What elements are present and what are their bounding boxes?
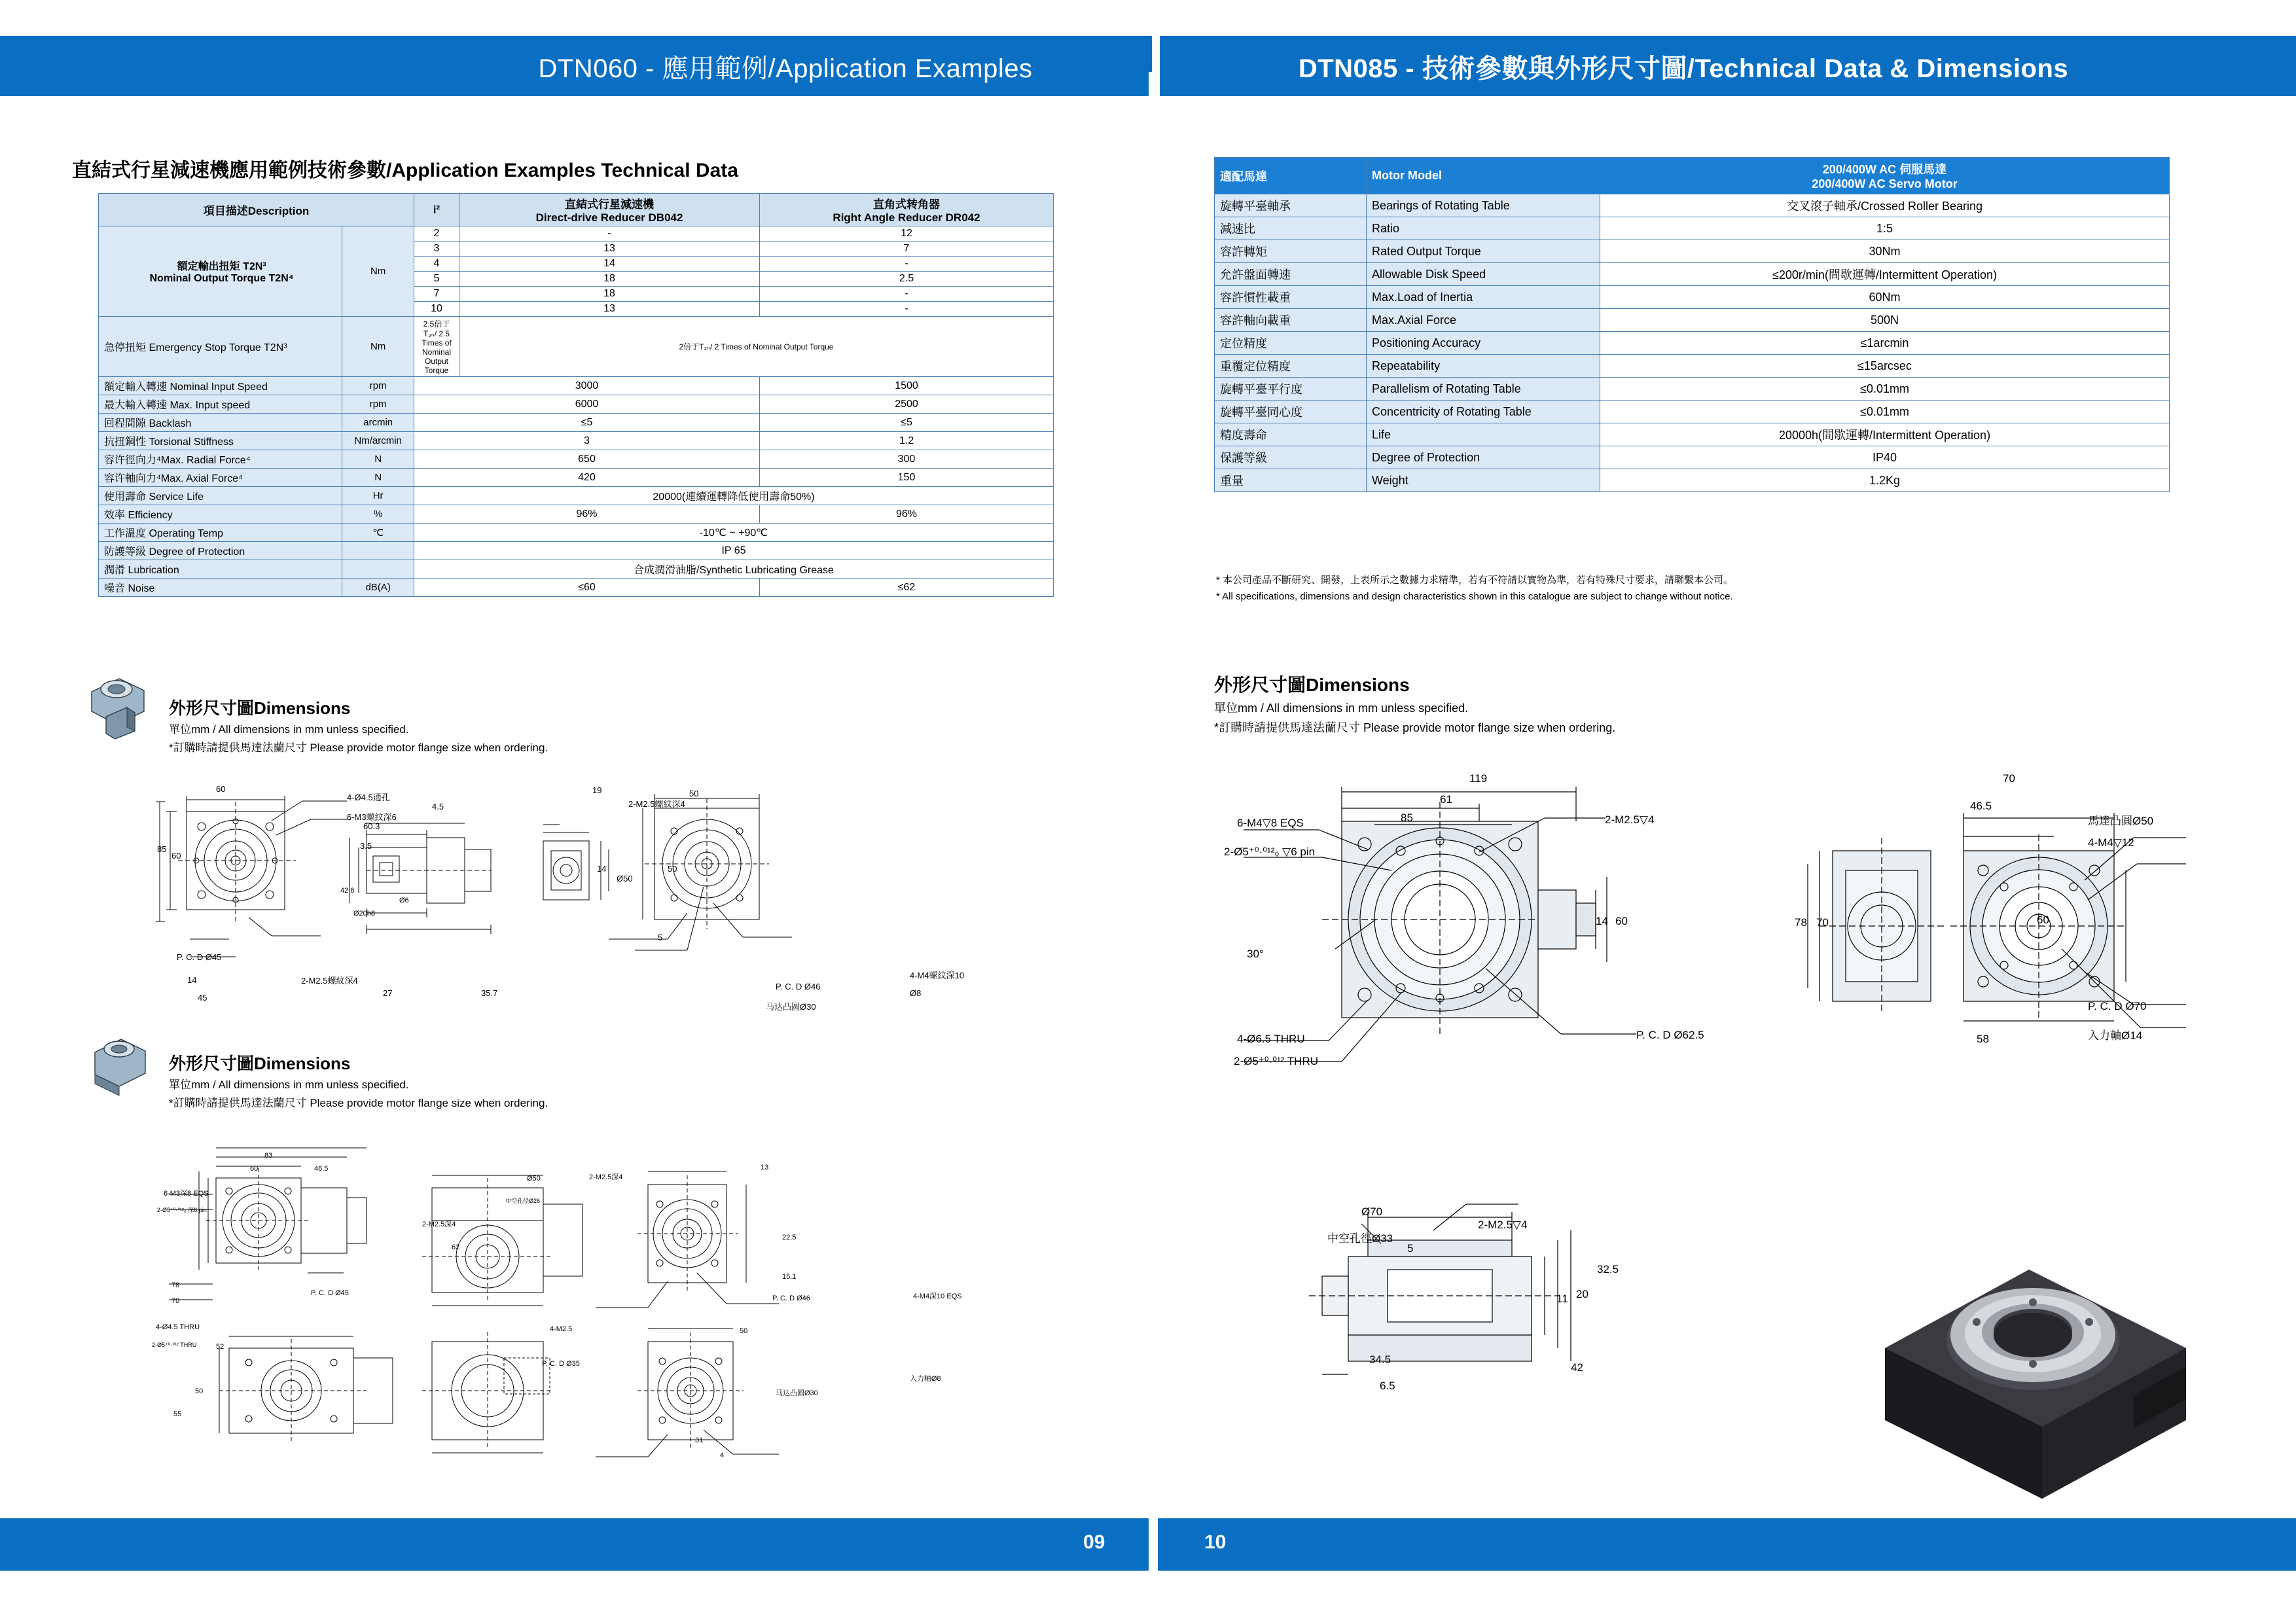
row-dr-0: 2倍于T₂ₙ/ 2 Times of Nominal Output Torque bbox=[459, 317, 1054, 377]
spec-cn-6: 定位精度 bbox=[1215, 332, 1367, 355]
torque-dr-4: - bbox=[760, 287, 1054, 302]
torque-dr-3: 2.5 bbox=[760, 272, 1054, 287]
right-dim-title: 外形尺寸圖Dimensions bbox=[1214, 675, 1410, 695]
header-divider bbox=[1149, 72, 1155, 132]
table-row bbox=[99, 377, 1054, 395]
page-footer bbox=[0, 1518, 2296, 1571]
spec-val-7: ≤15arcsec bbox=[1600, 355, 2170, 378]
dim-note-1a: 單位mm / All dimensions in mm unless specified. bbox=[169, 723, 409, 736]
spec-en-7: Repeatability bbox=[1367, 355, 1600, 378]
row-label-1: 額定輸入轉速 Nominal Input Speed bbox=[99, 377, 342, 395]
technical-data-table bbox=[1214, 157, 2170, 492]
row-label-3: 回程間隙 Backlash bbox=[99, 414, 342, 432]
row-dr-8: 96% bbox=[760, 505, 1054, 524]
spec-cn-9: 旋轉平臺同心度 bbox=[1215, 401, 1367, 423]
spec-en-12: Weight bbox=[1367, 469, 1600, 492]
spec-en-10: Life bbox=[1367, 423, 1600, 446]
torque-unit: Nm bbox=[342, 226, 414, 317]
spec-val-10: 20000h(間歇運轉/Intermittent Operation) bbox=[1600, 423, 2170, 446]
row-dr-6: 150 bbox=[760, 469, 1054, 487]
spec-row bbox=[1215, 446, 2170, 469]
row-unit-3: arcmin bbox=[342, 414, 414, 432]
header-left bbox=[419, 36, 1152, 96]
dim-title-1: 外形尺寸圖Dimensions bbox=[169, 698, 351, 718]
spec-cn-7: 重覆定位精度 bbox=[1215, 355, 1367, 378]
left-section-title: 直結式行星減速機應用範例技術參數/Application Examples Technical Data bbox=[72, 160, 738, 181]
header-right-title-en: Technical Data & Dimensions bbox=[1695, 54, 2069, 83]
row-unit-6: N bbox=[342, 469, 414, 487]
row-dr-1: 1500 bbox=[760, 377, 1054, 395]
torque-db-2: 14 bbox=[459, 257, 760, 272]
torque-label-cn: 額定輸出扭矩 T2N³ bbox=[177, 261, 266, 272]
torque-dr-1: 7 bbox=[760, 241, 1054, 257]
spec-cn-11: 保護等級 bbox=[1215, 446, 1367, 469]
dim-note-2b: *訂購時請提供馬達法蘭尺寸 Please provide motor flange size when ordering. bbox=[169, 1097, 548, 1109]
spec-en-0: Bearings of Rotating Table bbox=[1367, 194, 1600, 217]
right-dim-note-a: 單位mm / All dimensions in mm unless specified. bbox=[1214, 702, 1469, 715]
torque-i-0: 2 bbox=[414, 226, 459, 241]
torque-i-3: 5 bbox=[414, 272, 459, 287]
torque-db-3: 18 bbox=[459, 272, 760, 287]
row-db-1: 3000 bbox=[414, 377, 760, 395]
row-unit-0: Nm bbox=[342, 317, 414, 377]
dimension-drawing-dr042 bbox=[151, 1132, 1034, 1486]
spec-row bbox=[1215, 378, 2170, 401]
spec-en-6: Positioning Accuracy bbox=[1367, 332, 1600, 355]
product-thumbnail-dr042 bbox=[79, 1027, 157, 1099]
table-row bbox=[99, 505, 1054, 524]
row-db-2: 6000 bbox=[414, 395, 760, 414]
spec-model-en: 200/400W AC Servo Motor bbox=[1812, 177, 1958, 190]
spec-note-en: * All specifications, dimensions and design characteristics shown in this catalogue are subject to change without notice. bbox=[1216, 591, 1733, 602]
dim-title-2: 外形尺寸圖Dimensions bbox=[169, 1054, 351, 1073]
torque-dr-0: 12 bbox=[760, 226, 1054, 241]
torque-db-1: 13 bbox=[459, 241, 760, 257]
table-row bbox=[99, 226, 1054, 241]
dim-note-1b: *訂購時請提供馬達法蘭尺寸 Please provide motor flange size when ordering. bbox=[169, 741, 548, 754]
row-label-5: 容许徑向力⁴Max. Radial Force⁴ bbox=[99, 450, 342, 469]
row-label-12: 噪音 Noise bbox=[99, 579, 342, 597]
spec-en-11: Degree of Protection bbox=[1367, 446, 1600, 469]
section-drawing-dtn085 bbox=[1283, 1178, 1649, 1453]
spec-row bbox=[1215, 423, 2170, 446]
torque-i-1: 3 bbox=[414, 241, 459, 257]
th-db042-cn: 直結式行星減速機 bbox=[565, 198, 654, 211]
row-db-10: IP 65 bbox=[414, 542, 1054, 560]
th-description: 項目描述Description bbox=[99, 194, 414, 226]
spec-row bbox=[1215, 240, 2170, 263]
spec-row bbox=[1215, 355, 2170, 378]
th-dr042-cn: 直角式转角器 bbox=[873, 198, 940, 211]
row-dr-3: ≤5 bbox=[760, 414, 1054, 432]
torque-dr-5: - bbox=[760, 302, 1054, 317]
th-dr042-en: Right Angle Reducer DR042 bbox=[833, 211, 980, 224]
product-photo-dtn085 bbox=[1846, 1224, 2225, 1499]
row-label-7: 使用壽命 Service Life bbox=[99, 487, 342, 505]
dimension-drawing-db042 bbox=[151, 772, 1034, 1027]
table-row bbox=[99, 395, 1054, 414]
header-left-bar bbox=[0, 36, 419, 96]
row-unit-9: ℃ bbox=[342, 524, 414, 542]
spec-en-5: Max.Axial Force bbox=[1367, 309, 1600, 332]
product-thumbnail-db042 bbox=[79, 671, 157, 743]
row-label-0: 急停扭矩 Emergency Stop Torque T2N³ bbox=[99, 317, 342, 377]
spec-cn-12: 重量 bbox=[1215, 469, 1367, 492]
row-db-3: ≤5 bbox=[414, 414, 760, 432]
header-right-bar bbox=[2207, 36, 2296, 96]
torque-db-5: 13 bbox=[459, 302, 760, 317]
row-unit-12: dB(A) bbox=[342, 579, 414, 597]
row-dr-2: 2500 bbox=[760, 395, 1054, 414]
row-unit-5: N bbox=[342, 450, 414, 469]
table-row bbox=[99, 542, 1054, 560]
spec-en-4: Max.Load of Inertia bbox=[1367, 286, 1600, 309]
row-db-7: 20000(連續運轉降低使用壽命50%) bbox=[414, 487, 1054, 505]
spec-row bbox=[1215, 217, 2170, 240]
row-unit-11 bbox=[342, 560, 414, 579]
table-row bbox=[99, 579, 1054, 597]
footer-divider bbox=[1149, 1518, 1158, 1571]
spec-cn-1: 減速比 bbox=[1215, 217, 1367, 240]
row-unit-2: rpm bbox=[342, 395, 414, 414]
row-label-6: 容许軸向力⁴Max. Axial Force⁴ bbox=[99, 469, 342, 487]
torque-i-4: 7 bbox=[414, 287, 459, 302]
spec-val-5: 500N bbox=[1600, 309, 2170, 332]
dim-note-2a: 單位mm / All dimensions in mm unless specified. bbox=[169, 1079, 409, 1091]
row-db-8: 96% bbox=[414, 505, 760, 524]
header-right bbox=[1160, 36, 2207, 96]
right-dim-note-b: *訂購時請提供馬達法蘭尺寸 Please provide motor flange size when ordering. bbox=[1214, 721, 1616, 734]
row-dr-12: ≤62 bbox=[760, 579, 1054, 597]
page-number-right: 10 bbox=[1204, 1531, 1227, 1553]
page-header bbox=[0, 36, 2296, 96]
spec-en-3: Allowable Disk Speed bbox=[1367, 263, 1600, 286]
spec-row bbox=[1215, 263, 2170, 286]
table-row bbox=[99, 450, 1054, 469]
row-unit-8: % bbox=[342, 505, 414, 524]
spec-cn-8: 旋轉平臺平行度 bbox=[1215, 378, 1367, 401]
row-dr-5: 300 bbox=[760, 450, 1054, 469]
spec-val-11: IP40 bbox=[1600, 446, 2170, 469]
row-label-11: 潤滑 Lubrication bbox=[99, 560, 342, 579]
row-unit-1: rpm bbox=[342, 377, 414, 395]
spec-row bbox=[1215, 469, 2170, 492]
torque-dr-2: - bbox=[760, 257, 1054, 272]
row-db-0: 2.5倍于T₂ₙ/ 2.5 Times of Nominal Output Torque bbox=[414, 317, 459, 377]
row-label-9: 工作溫度 Operating Temp bbox=[99, 524, 342, 542]
table-row bbox=[99, 432, 1054, 450]
torque-i-2: 4 bbox=[414, 257, 459, 272]
spec-cn-5: 容許軸向載重 bbox=[1215, 309, 1367, 332]
header-right-title-cn: DTN085 - 技術參數與外形尺寸圖/ bbox=[1298, 54, 1695, 83]
spec-cn-4: 容許慣性載重 bbox=[1215, 286, 1367, 309]
spec-val-0: 交叉滾子軸承/Crossed Roller Bearing bbox=[1600, 194, 2170, 217]
spec-val-6: ≤1arcmin bbox=[1600, 332, 2170, 355]
row-dr-4: 1.2 bbox=[760, 432, 1054, 450]
catalogue-page: DTN060 - 應用範例/Application Examples DTN085 - 技術參數與外形尺寸圖/Technical Data & Dimensions 直結式行星減速機應用範例技術參數/Application Examples Technical Data 項目描述Description i² 直結式行星減速機 Direct-drive Reducer DB042 直角式转角器 Right Angle Reducer DR042 額定輸出扭矩 T2N³ Nominal Output Torque T2N⁴ Nm 2 - 12 3 13 7 4 14 - 5 18 2.5 7 18 - 10 13 - 急停扭矩 Emergency Stop Torque T2N³ Nm 2.5倍于T₂ₙ/ 2.5 Times of Nominal Output Torque 2倍于T₂ₙ/ 2 Times of Nominal Output Torque 額定輸入轉速 Nominal Input Speed rpm 3000 1500 最大輸入轉速 Max. Input speed rpm 6000 2500 回程間隙 Backlash arcmin ≤5 ≤5 抗扭鋼性 Torsional Stiffness Nm/arcmin 3 1.2 容许徑向力⁴Max. Radial Force⁴ N 650 300 容许軸向力⁴Max. Axial Force⁴ N 420 150 使用壽命 Service Life Hr 20000(連續運轉降低使用壽命50%) 效率 Efficiency % 96% 96% 工作溫度 Operating Temp ℃ -10℃ ~ +90℃ 防護等級 Degree of Protection IP 65 潤滑 Lubrication 合成潤滑油脂/Synthetic Lubricating Grease 噪音 Noise dB(A) ≤60 ≤62 外形尺寸圖Dimensions 單位mm / All dimensions in mm unless specified. *訂購時請提供馬達法蘭尺寸 Please provide motor flange size when ordering. 60 4-Ø4.5通孔 6-M3螺紋深6 85 60 P. C. D Ø45 14 45 2-M2.5螺紋深4 4.5 60.3 3.5 42.6 Ø20h8 Ø6 27 35.7 19 2-M2.5螺紋深4 14 Ø50 5 50 50 P. C. D Ø46 马达凸圆Ø30 4-M4螺紋深10 Ø8 外形尺寸圖Dimensions 單位mm / All dimensions in mm unless specified. *訂購時請提供馬達法蘭尺寸 Please provide motor flange size when ordering. 83 60 46.5 6-M3深8 EQS 2-Ø5⁺⁰·⁰¹²₀ 深6 pin 78 70 4-Ø4.5 THRU 2-Ø5⁺⁰·⁰¹² THRU P. C. D Ø45 2-M2.5深4 62 Ø50 中空孔径Ø26 2-M2.5深4 4-M2.5 P. C. D Ø35 13 22.5 15.1 50 P. C. D Ø46 4-M4深10 EQS 马达凸圆Ø30 入力軸Ø8 31 4 50 55 52 適配馬達 Motor Model 200/400W AC 伺服馬達 200/400W AC Servo Motor 旋轉平臺軸承 Bearings of Rotating Table 交叉滾子軸承/Crossed Roller Bearing 減速比 Ratio 1:5 容許轉矩 Rated Output Torque 30Nm 允許盤面轉速 Allowable Disk Speed ≤200r/min(間歇運轉/Intermittent Operation) 容許慣性載重 Max.Load of Inertia 60Nm 容許軸向載重 Max.Axial Force 500N 定位精度 Positioning Accuracy ≤1arcmin 重覆定位精度 Repeatability ≤15arcsec 旋轉平臺平行度 Parallelism of Rotating Table ≤0.01mm 旋轉平臺同心度 Concentricity of Rotating Table ≤0.01mm 精度壽命 Life 20000h(間歇運轉/Intermittent Operation) 保護等級 Degree of Protection IP40 重量 Weight 1.2Kg * 本公司產品不斷研究、開發，上表所示之數據力求精準，若有不符請以實物為準，若有特殊尺寸要求，請聯繫本公司。 * All specifications, dimensions and design characteristics shown in this catalogue are subject to change without notice. 外形尺寸圖Dimensions 單位mm / All dimensions in mm unless specified. *訂購時請提供馬達法蘭尺寸 Please provide motor flange size when ordering. 119 61 85 6-M4▽8 EQS 2-Ø5⁺⁰·⁰¹²₀ ▽6 pin 30° 4-Ø6.5 THRU 2-Ø5⁺⁰·⁰¹² THRU 2-M2.5▽4 14 60 P. C. D Ø62.5 70 46.5 馬達凸圓Ø50 4-M4▽12 78 70 60 58 P. C. D Ø70 入力軸Ø14 Ø70 中空孔徑Ø33 2-M2.5▽4 5 11 20 32.5 42 34.5 6.5 09 10 bbox=[0, 0, 2296, 1623]
row-db-6: 420 bbox=[414, 469, 760, 487]
spec-note-cn: * 本公司產品不斷研究、開發，上表所示之數據力求精準，若有不符請以實物為準，若有特殊尺寸要求，請聯繫本公司。 bbox=[1216, 575, 1734, 586]
header-left-title-en: Application Examples bbox=[776, 54, 1033, 83]
spec-header-row bbox=[1215, 158, 2170, 194]
row-label-8: 效率 Efficiency bbox=[99, 505, 342, 524]
spec-val-2: 30Nm bbox=[1600, 240, 2170, 263]
spec-cn-2: 容許轉矩 bbox=[1215, 240, 1367, 263]
spec-cn-3: 允許盤面轉速 bbox=[1215, 263, 1367, 286]
spec-val-8: ≤0.01mm bbox=[1600, 378, 2170, 401]
torque-db-4: 18 bbox=[459, 287, 760, 302]
spec-val-9: ≤0.01mm bbox=[1600, 401, 2170, 423]
table-row bbox=[99, 469, 1054, 487]
row-db-12: ≤60 bbox=[414, 579, 760, 597]
row-unit-7: Hr bbox=[342, 487, 414, 505]
row-db-4: 3 bbox=[414, 432, 760, 450]
table-row bbox=[99, 487, 1054, 505]
spec-row bbox=[1215, 309, 2170, 332]
spec-en-1: Ratio bbox=[1367, 217, 1600, 240]
table-row bbox=[99, 560, 1054, 579]
table-header-row bbox=[99, 194, 1054, 226]
spec-model-cn: 200/400W AC 伺服馬達 bbox=[1822, 163, 1947, 176]
row-db-11: 合成潤滑油脂/Synthetic Lubricating Grease bbox=[414, 560, 1054, 579]
spec-row bbox=[1215, 332, 2170, 355]
table-row bbox=[99, 414, 1054, 432]
torque-label-en: Nominal Output Torque T2N⁴ bbox=[149, 273, 294, 284]
row-label-4: 抗扭鋼性 Torsional Stiffness bbox=[99, 432, 342, 450]
spec-row bbox=[1215, 286, 2170, 309]
application-examples-table bbox=[98, 193, 1054, 597]
row-unit-10 bbox=[342, 542, 414, 560]
spec-en-8: Parallelism of Rotating Table bbox=[1367, 378, 1600, 401]
spec-row bbox=[1215, 194, 2170, 217]
th-ratio: i² bbox=[414, 194, 459, 226]
spec-cn-0: 旋轉平臺軸承 bbox=[1215, 194, 1367, 217]
header-left-title-cn: DTN060 - 應用範例/ bbox=[538, 54, 776, 83]
row-db-9: -10℃ ~ +90℃ bbox=[414, 524, 1054, 542]
spec-row bbox=[1215, 401, 2170, 423]
torque-i-5: 10 bbox=[414, 302, 459, 317]
table-row bbox=[99, 317, 1054, 377]
dimension-drawing-dtn085 bbox=[1204, 753, 2212, 1119]
spec-en-9: Concentricity of Rotating Table bbox=[1367, 401, 1600, 423]
row-unit-4: Nm/arcmin bbox=[342, 432, 414, 450]
torque-db-0: - bbox=[459, 226, 760, 241]
spec-val-1: 1:5 bbox=[1600, 217, 2170, 240]
row-label-10: 防護等級 Degree of Protection bbox=[99, 542, 342, 560]
row-label-2: 最大輸入轉速 Max. Input speed bbox=[99, 395, 342, 414]
spec-val-3: ≤200r/min(間歇運轉/Intermittent Operation) bbox=[1600, 263, 2170, 286]
spec-header-en: Motor Model bbox=[1367, 158, 1600, 194]
spec-header-model bbox=[1600, 158, 2170, 194]
table-row bbox=[99, 524, 1054, 542]
spec-cn-10: 精度壽命 bbox=[1215, 423, 1367, 446]
th-db042-en: Direct-drive Reducer DB042 bbox=[535, 211, 683, 224]
spec-val-4: 60Nm bbox=[1600, 286, 2170, 309]
spec-en-2: Rated Output Torque bbox=[1367, 240, 1600, 263]
spec-val-12: 1.2Kg bbox=[1600, 469, 2170, 492]
spec-header-cn: 適配馬達 bbox=[1215, 158, 1367, 194]
row-db-5: 650 bbox=[414, 450, 760, 469]
page-number-left: 09 bbox=[1083, 1531, 1105, 1553]
